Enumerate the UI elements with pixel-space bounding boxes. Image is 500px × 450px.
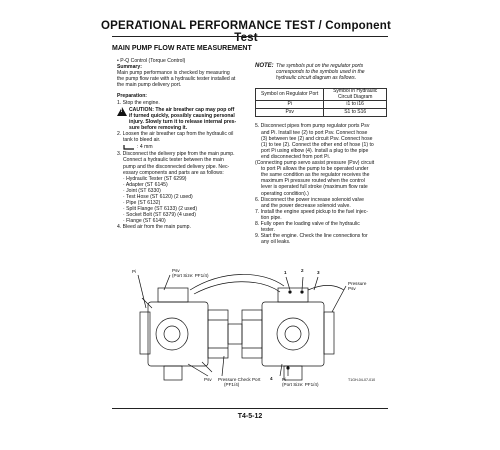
table-cell: Pi [256, 101, 324, 109]
note-block [255, 63, 391, 81]
part-item: · Test Hose (ST 6120) (2 used) [123, 193, 193, 200]
label-pi-top: Pi [132, 269, 137, 274]
table-cell: Psv [256, 109, 324, 117]
step-2-cont: tank to bleed air. [123, 137, 161, 144]
caution-block [117, 107, 253, 131]
label-psv-port-size: (Port Size: PF1/4) [172, 273, 209, 278]
left-column [117, 58, 253, 231]
step-9-cont: any oil leaks. [261, 239, 291, 246]
step-5-cont: and Pi. Install tee (2) to port Psv. Connect hose [261, 129, 368, 136]
caution-warning-icon: ! [117, 107, 127, 116]
pump-regulator-diagram [112, 268, 388, 390]
summary-line-3: the main pump delivery port. [117, 82, 182, 89]
part-item: · Pipe (ST 6132) [123, 200, 161, 207]
wrench-size: : 4 mm [137, 144, 153, 151]
table-header-row [256, 89, 387, 101]
pump-drawing [112, 268, 388, 390]
caution-line-3: injury. Slowly turn it to release internal pres- [129, 118, 237, 125]
note-label: NOTE: [255, 63, 274, 69]
header-rule [112, 36, 388, 37]
part-item: · Adapter (ST 6145) [123, 181, 168, 188]
part-item: · Hydraulic Tester (ST 6299) [123, 175, 187, 182]
table-row [256, 101, 387, 109]
part-item: · Flange (ST 6140) [123, 218, 166, 225]
table-cell: i1 to i16 [324, 101, 387, 109]
step-5-cont: port Pi using elbow (4). Install a plug to the pipe [261, 147, 369, 154]
label-part-2: 2 [301, 268, 304, 273]
preparation-label: Preparation: [117, 93, 148, 100]
right-column [255, 63, 391, 245]
part-item: · Split Flange (ST 6133) (2 used) [123, 206, 198, 213]
connecting-note-cont: maximum Pi pressure routed when the control [261, 178, 365, 185]
step-5-cont: (3) between tee (2) and circuit Psv. Connect hose [261, 135, 373, 142]
label-pressure-psv-2: Psv [348, 286, 356, 291]
step-7-cont: tion pipe. [261, 214, 282, 221]
step-4: 4. Bleed air from the main pump. [117, 224, 191, 231]
summary-label: Summary: [117, 64, 142, 71]
step-3-cont-3: essary components and parts are as follows: [123, 169, 224, 176]
step-8-cont: tester. [261, 227, 275, 234]
page-number: T4-5-12 [237, 413, 263, 420]
footer-rule [112, 408, 388, 409]
caution-line-2: if turned quickly, possibly causing personal [129, 112, 235, 119]
hex-wrench-icon [123, 144, 135, 150]
step-8: 8. Fully open the loading valve of the hydraulic [255, 220, 360, 227]
section-title: MAIN PUMP FLOW RATE MEASUREMENT [112, 45, 252, 52]
connecting-note-cont: operating condition).) [261, 190, 309, 197]
note-line-1: The symbols put on the regulator ports [276, 63, 364, 69]
wrench-size-row [117, 144, 253, 150]
label-check-port: Pressure Check Port [218, 377, 261, 382]
label-psv-top: Psv [172, 268, 180, 273]
step-5-cont: end disconnected from port Pi. [261, 153, 331, 160]
table-row [256, 109, 387, 117]
label-part-4: 4 [270, 376, 273, 381]
label-part-1: 1 [284, 270, 287, 275]
part-item: · Socket Bolt (ST 6379) (4 used) [123, 212, 196, 219]
step-9: 9. Start the engine. Check the line connections for [255, 233, 368, 240]
step-3-cont-2: pump and the disconnected delivery pipe. Nec- [123, 163, 230, 170]
pq-control-bullet: • P-Q Control (Torque Control) [117, 58, 186, 64]
label-part-3: 3 [317, 270, 320, 275]
note-line-2: corresponds to the symbols used in the [276, 69, 365, 76]
summary-line-2: the pump flow rate with a hydraulic tester installed at [117, 76, 236, 83]
step-6: 6. Disconnect the power increase solenoid valve [255, 196, 365, 203]
table-header-cell: Symbol on Regulator Port [256, 89, 324, 101]
label-pi-port-size: (Port Size: PF1/4) [282, 382, 319, 387]
connecting-note-cont: to port Pi allows the pump to be operated under [261, 166, 369, 173]
step-5: 5. Disconnect pipes from pump regulator ports Psv [255, 123, 370, 130]
step-1: 1. Stop the engine. [117, 99, 160, 106]
page-header-title: OPERATIONAL PERFORMANCE TEST / Component Test [101, 20, 391, 44]
summary-line-1: Main pump performance is checked by measuring [117, 70, 230, 77]
label-pressure-psv: Pressure [348, 281, 367, 286]
step-5-cont: (1) to tee (2). Connect the other end of hose (1) to [261, 141, 374, 148]
table-cell: S1 to S16 [324, 109, 387, 117]
step-6-cont: and the power decrease solenoid valve. [261, 202, 351, 209]
step-2: 2. Loosen the air breather cap from the hydraulic oil [117, 131, 234, 138]
figure-code: T1GH-04-07-010 [348, 378, 376, 382]
step-3: 3. Disconnect the delivery pipe from the main pump. [117, 151, 235, 158]
note-line-3: hydraulic circuit diagram as follows. [276, 75, 357, 82]
label-pi-bottom: Pi [282, 377, 287, 382]
connecting-note: (Connecting pump servo assist pressure (Psv) circuit [255, 160, 375, 167]
connecting-note-cont: lever is operated full stroke (maximum flow rate [261, 184, 368, 191]
table-header-cell: Symbol in Hydraulic Circuit Diagram [324, 89, 387, 101]
label-check-port-size: (PF1/4) [224, 382, 240, 387]
step-7: 7. Install the engine speed pickup to the fuel injec- [255, 208, 368, 215]
caution-line-4: sure before removing it. [129, 124, 188, 131]
step-3-cont-1: Connect a hydraulic tester between the main [123, 157, 224, 164]
part-item: · Joint (ST 6330) [123, 187, 161, 194]
caution-line-1: CAUTION: The air breather cap may pop off [129, 106, 235, 113]
label-psv-bottom: Psv [204, 377, 212, 382]
regulator-symbol-table [255, 88, 387, 117]
connecting-note-cont: the same condition as the regulator receives the [261, 172, 370, 179]
